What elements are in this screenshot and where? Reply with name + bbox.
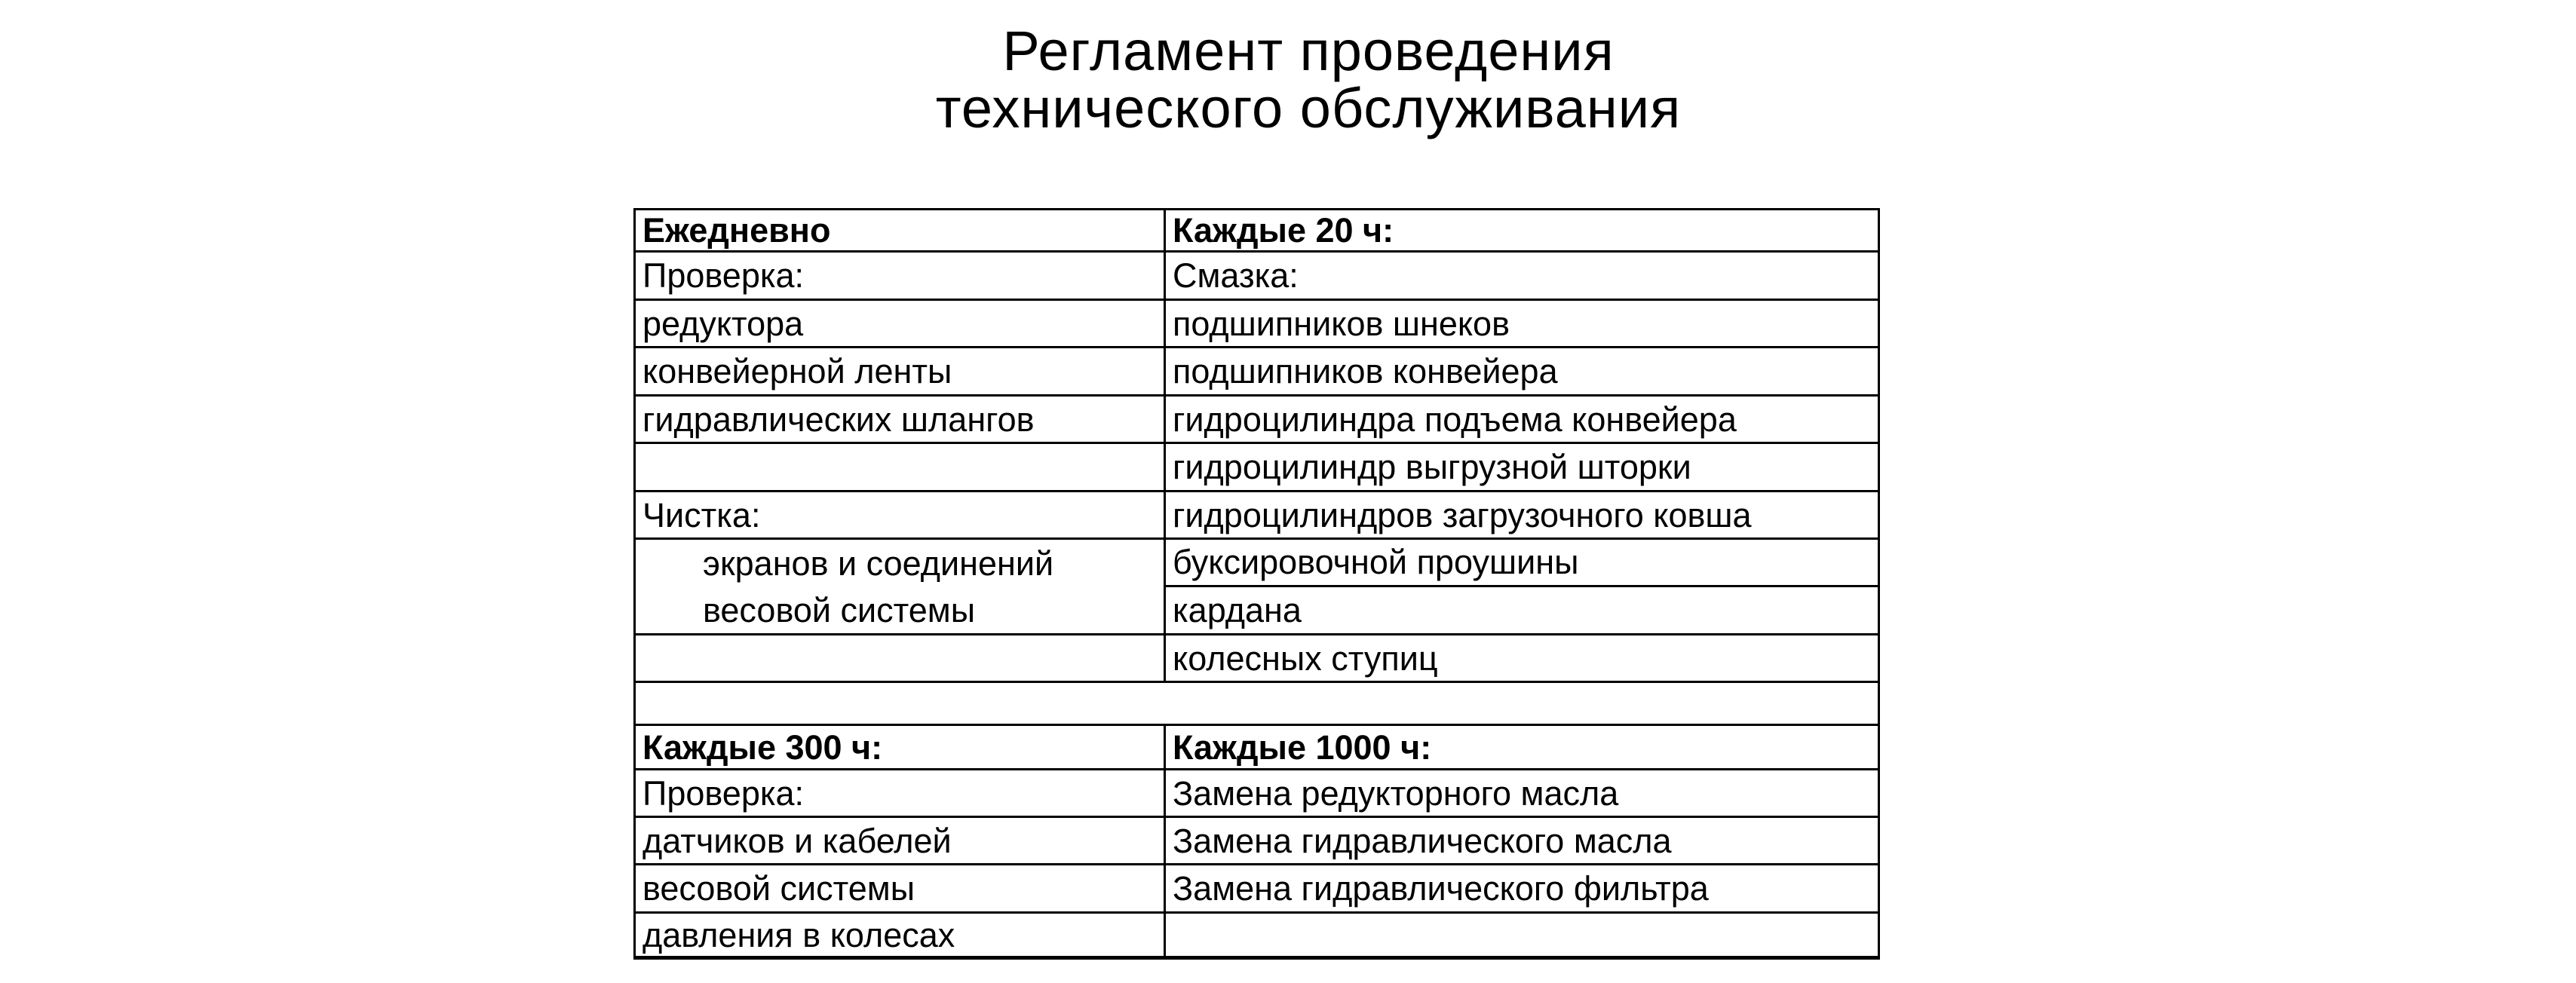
cell-gap xyxy=(635,682,1879,725)
table-row xyxy=(635,913,1879,958)
cell-every1000h-item: Замена редукторного масла xyxy=(1165,770,1879,817)
cell-empty xyxy=(635,443,1165,492)
cell-every20h-lube-item: колесных ступиц xyxy=(1165,635,1879,682)
clean-item-line: весовой системы xyxy=(703,590,976,629)
cell-every20h-lube-label: Смазка: xyxy=(1165,252,1879,300)
cell-every20h-lube-item: подшипников конвейера xyxy=(1165,348,1879,396)
cell-every20h-header: Каждые 20 ч: xyxy=(1165,210,1879,252)
cell-every20h-lube-item: гидроцилиндров загрузочного ковша xyxy=(1165,492,1879,539)
cell-every300h-header: Каждые 300 ч: xyxy=(635,725,1165,770)
cell-empty xyxy=(635,635,1165,682)
cell-empty xyxy=(1165,913,1879,958)
table-row xyxy=(635,817,1879,865)
table-row xyxy=(635,210,1879,252)
cell-every20h-lube-item: подшипников шнеков xyxy=(1165,300,1879,348)
page-title xyxy=(780,20,1836,139)
table-row xyxy=(635,770,1879,817)
cell-daily-check-item: гидравлических шлангов xyxy=(635,396,1165,443)
cell-daily-clean-label: Чистка: xyxy=(635,492,1165,539)
table-row xyxy=(635,492,1879,539)
cell-every300h-check-item: датчиков и кабелей xyxy=(635,817,1165,865)
cell-every20h-lube-item: гидроцилиндра подъема конвейера xyxy=(1165,396,1879,443)
table-row xyxy=(635,635,1879,682)
cell-every1000h-item: Замена гидравлического фильтра xyxy=(1165,865,1879,913)
cell-every1000h-header: Каждые 1000 ч: xyxy=(1165,725,1879,770)
cell-daily-check-label: Проверка: xyxy=(635,252,1165,300)
cell-every300h-check-label: Проверка: xyxy=(635,770,1165,817)
cell-every20h-lube-item: буксировочной проушины xyxy=(1165,539,1879,586)
page-title-line1: Регламент проведения xyxy=(1002,20,1615,82)
maintenance-schedule-table xyxy=(633,208,1880,960)
table-row xyxy=(635,348,1879,396)
cell-daily-clean-items xyxy=(635,539,1165,635)
table-row-gap xyxy=(635,682,1879,725)
cell-every300h-check-item: весовой системы xyxy=(635,865,1165,913)
table-row xyxy=(635,300,1879,348)
page-title-line2: технического обслуживания xyxy=(935,77,1682,139)
table-row xyxy=(635,396,1879,443)
cell-daily-check-item: конвейерной ленты xyxy=(635,348,1165,396)
table-row xyxy=(635,443,1879,492)
table-row xyxy=(635,252,1879,300)
table-row xyxy=(635,539,1879,586)
cell-daily-check-item: редуктора xyxy=(635,300,1165,348)
cell-daily-header: Ежедневно xyxy=(635,210,1165,252)
cell-every20h-lube-item: кардана xyxy=(1165,586,1879,634)
cell-every20h-lube-item: гидроцилиндр выгрузной шторки xyxy=(1165,443,1879,492)
cell-every300h-check-item: давления в колесах xyxy=(635,913,1165,958)
table-row xyxy=(635,725,1879,770)
cell-every1000h-item: Замена гидравлического масла xyxy=(1165,817,1879,865)
clean-item-line: экранов и соединений xyxy=(703,544,1054,583)
table-row xyxy=(635,865,1879,913)
